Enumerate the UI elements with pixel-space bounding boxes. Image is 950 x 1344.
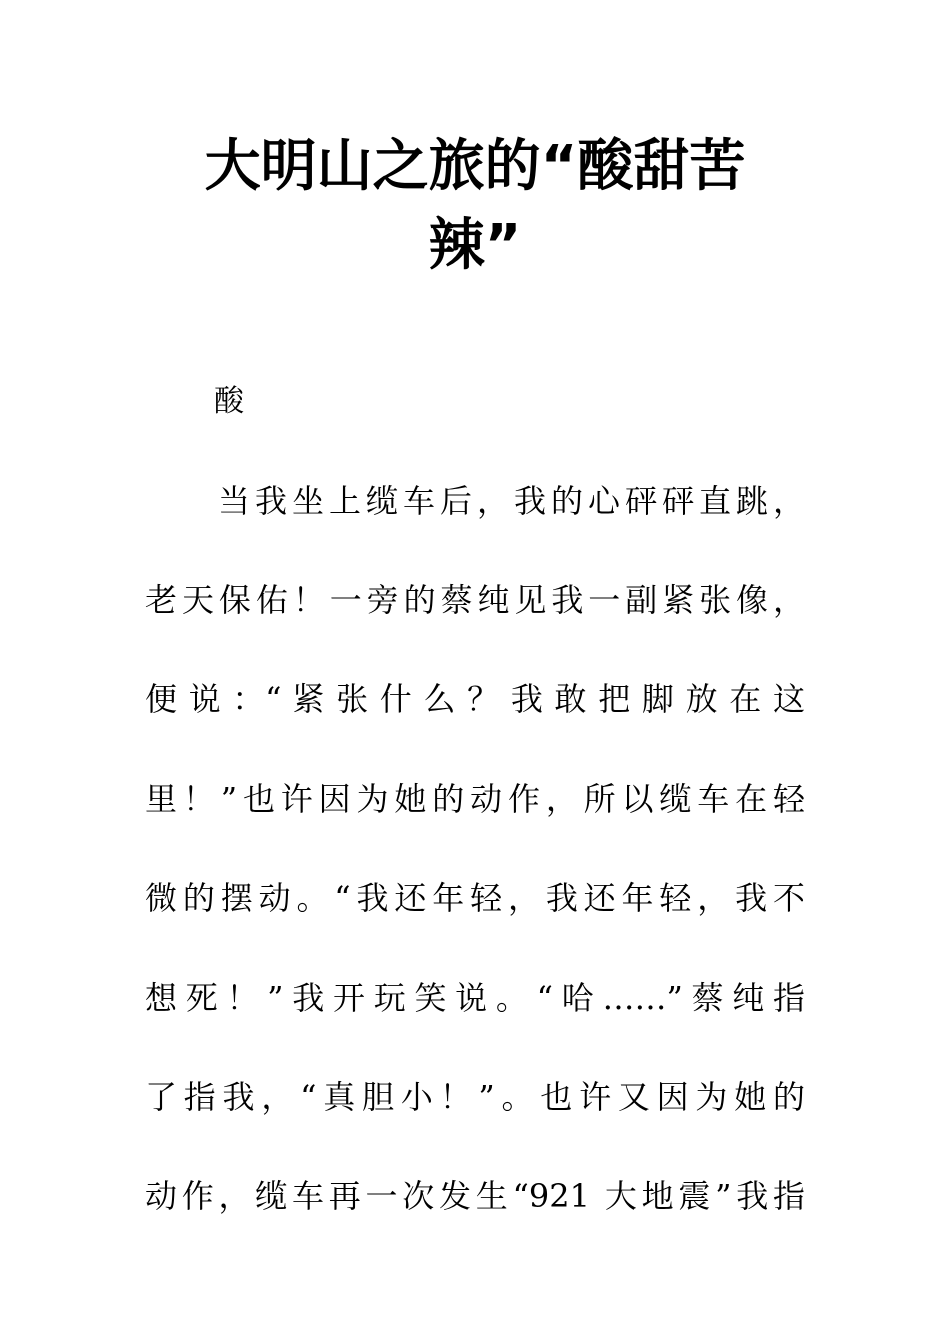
document-title-line-1: 大明山之旅的“酸甜苦 xyxy=(204,134,746,199)
paragraph-line: 想死！”我开玩笑说。“哈……”蔡纯指 xyxy=(145,979,805,1017)
document-title-line-2: 辣” xyxy=(428,213,522,278)
paragraph-line: 微的摆动。“我还年轻，我还年轻，我不 xyxy=(145,879,805,917)
paragraph-line: 里！”也许因为她的动作，所以缆车在轻 xyxy=(145,780,805,818)
paragraph-line: 了指我，“真胆小！”。也许又因为她的 xyxy=(145,1078,805,1116)
section-heading-sour: 酸 xyxy=(214,384,244,419)
paragraph-line: 老天保佑！一旁的蔡纯见我一副紧张像， xyxy=(145,581,805,619)
paragraph-line: 动作，缆车再一次发生“921 大地震”我指 xyxy=(145,1177,805,1215)
paragraph-line: 便 说 ：“ 紧 张 什 么 ？ 我 敢 把 脚 放 在 这 xyxy=(145,680,805,718)
paragraph-line: 当我坐上缆车后，我的心砰砰直跳， xyxy=(218,482,805,520)
